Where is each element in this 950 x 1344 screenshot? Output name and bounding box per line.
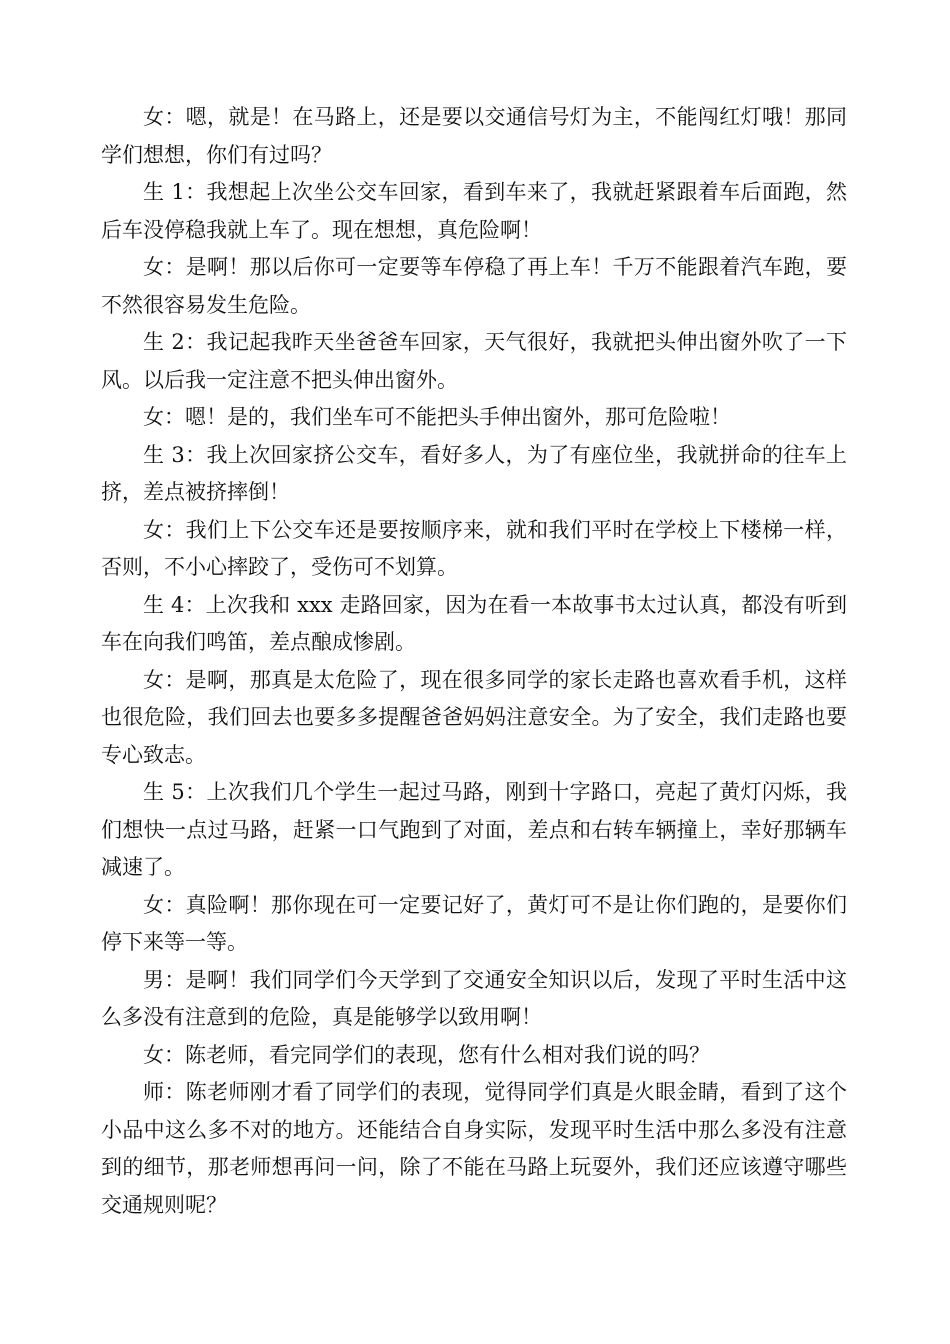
document-body — [101, 99, 847, 1224]
dialogue-paragraph: 生 4：上次我和 xxx 走路回家，因为在看一本故事书太过认真，都没有听到车在向我们鸣笛，差点酿成惨剧。 — [101, 592, 847, 654]
dialogue-paragraph: 生 2：我记起我昨天坐爸爸车回家，天气很好，我就把头伸出窗外吹了一下风。以后我一定注意不把头伸出窗外。 — [101, 330, 847, 392]
dialogue-paragraph: 男：是啊！我们同学们今天学到了交通安全知识以后，发现了平时生活中这么多没有注意到的危险，真是能够学以致用啊！ — [101, 967, 847, 1029]
dialogue-paragraph: 女：嗯！是的，我们坐车可不能把头手伸出窗外，那可危险啦！ — [143, 405, 731, 429]
dialogue-paragraph: 女：我们上下公交车还是要按顺序来，就和我们平时在学校上下楼梯一样，否则，不小心摔跤了，受伤可不划算。 — [101, 517, 847, 579]
dialogue-paragraph: 女：是啊！那以后你可一定要等车停稳了再上车！千万不能跟着汽车跑，要不然很容易发生危险。 — [101, 255, 847, 317]
dialogue-paragraph: 生 5：上次我们几个学生一起过马路，刚到十字路口，亮起了黄灯闪烁，我们想快一点过马路，赶紧一口气跑到了对面，差点和右转车辆撞上，幸好那辆车减速了。 — [101, 780, 847, 879]
dialogue-paragraph: 师：陈老师刚才看了同学们的表现，觉得同学们真是火眼金睛，看到了这个小品中这么多不对的地方。还能结合自身实际，发现平时生活中那么多没有注意到的细节，那老师想再问一问，除了不能在马路上玩耍外，我们还应该遵守哪些交通规则呢？ — [101, 1080, 847, 1217]
dialogue-paragraph: 生 1：我想起上次坐公交车回家，看到车来了，我就赶紧跟着车后面跑，然后车没停稳我就上车了。现在想想，真危险啊！ — [101, 180, 847, 242]
dialogue-paragraph: 女：陈老师，看完同学们的表现，您有什么相对我们说的吗？ — [143, 1042, 710, 1067]
dialogue-paragraph: 生 3：我上次回家挤公交车，看好多人，为了有座位坐，我就拼命的往车上挤，差点被挤摔倒！ — [101, 442, 847, 504]
dialogue-paragraph: 女：真险啊！那你现在可一定要记好了，黄灯可不是让你们跑的，是要你们停下来等一等。 — [101, 892, 847, 954]
dialogue-paragraph: 女：是啊，那真是太危险了，现在很多同学的家长走路也喜欢看手机，这样也很危险，我们回去也要多多提醒爸爸妈妈注意安全。为了安全，我们走路也要专心致志。 — [101, 667, 847, 767]
dialogue-paragraph: 女：嗯，就是！在马路上，还是要以交通信号灯为主，不能闯红灯哦！那同学们想想，你们有过吗？ — [101, 105, 847, 167]
